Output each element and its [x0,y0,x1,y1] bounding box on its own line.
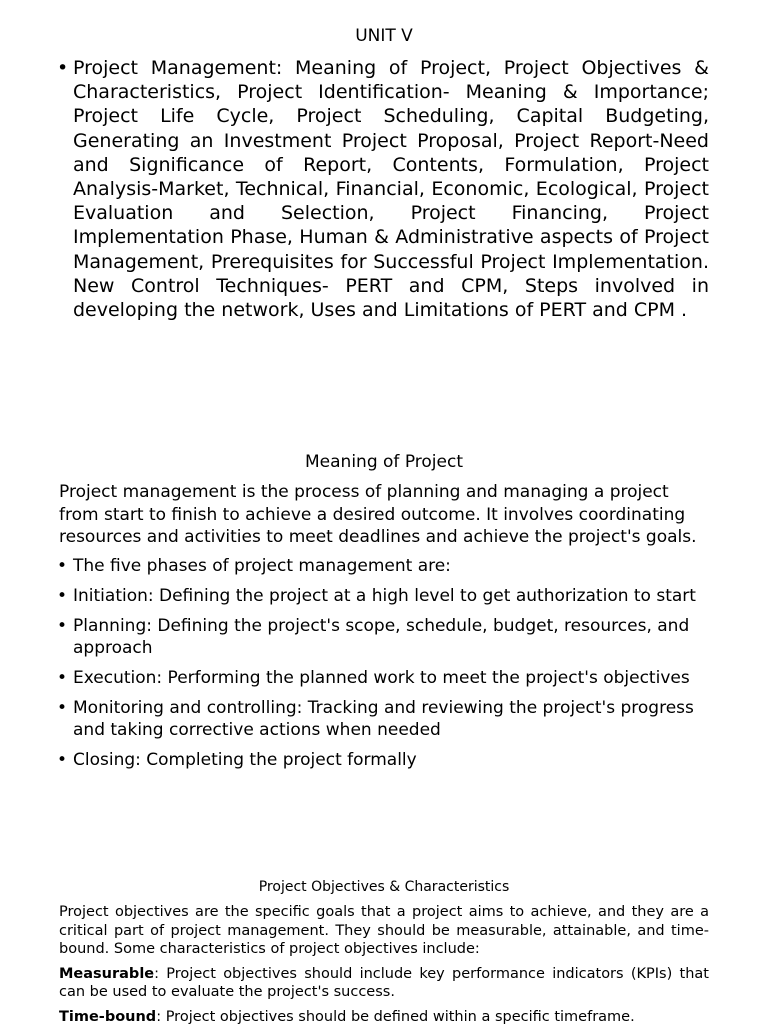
list-item [0,697,768,741]
slide-title: UNIT V [355,26,413,46]
list-item [0,615,768,659]
list-item [0,56,768,322]
bullet-icon: • [57,555,68,576]
list-item [0,749,768,771]
definition-measurable [59,965,709,1002]
bullet-icon: • [57,57,69,79]
bullet-list [0,555,768,771]
bullet-icon: • [57,615,68,636]
bullet-text: Project Management: Meaning of Project, Project Objectives & Characteristics, Project Identification- Meaning & Importance; Project Life Cycle, Project Scheduling, Capital Budgeting, Generating an Investment Project Proposal, Project Report-Need and Significance of Report, Contents, Formulation, Project Analysis-Market, Technical, Financial, Economic, Ecological, Project Evaluation and Selection, Project Financing, Project Implementation Phase, Human & Administrative aspects of Project Management, Prerequisites for Successful Project Implementation. New Control Techniques- PERT and CPM, Steps involved in developing the network, Uses and Limitations of PERT and CPM . [73,57,709,322]
list-item [0,555,768,577]
slide-project-objectives [0,866,768,1024]
term-label: Time-bound [59,1008,157,1025]
slide-title: Meaning of Project [305,452,463,472]
bullet-text: The five phases of project management are: [73,555,451,576]
bullet-text: Execution: Performing the planned work to meet the project's objectives [73,667,690,688]
term-description: : Project objectives should include key performance indicators (KPIs) that can be used to evaluate the project's success. [59,965,709,1001]
slide-meaning-of-project [0,440,768,800]
bullet-text: Initiation: Defining the project at a high level to get authorization to start [73,585,696,606]
intro-paragraph: Project management is the process of planning and managing a project from start to finish to achieve a desired outcome. It involves coordinating resources and activities to meet deadlines and achieve the project's goals. [59,482,697,547]
bullet-icon: • [57,667,68,688]
intro-paragraph: Project objectives are the specific goals that a project aims to achieve, and they are a critical part of project management. They should be measurable, attainable, and time-bound. Some characteristics of project objectives include: [59,904,709,958]
bullet-icon: • [57,697,68,718]
bullet-icon: • [57,749,68,770]
bullet-text: Monitoring and controlling: Tracking and reviewing the project's progress and taking corrective actions when needed [73,697,694,740]
bullet-text: Planning: Defining the project's scope, schedule, budget, resources, and approach [73,615,690,658]
bullet-list [0,56,768,322]
slide-unit-v [0,0,768,400]
list-item [0,667,768,689]
slide-title: Project Objectives & Characteristics [258,879,510,895]
bullet-icon: • [57,585,68,606]
bullet-text: Closing: Completing the project formally [73,749,417,770]
term-label: Measurable [59,965,155,982]
term-description: : Project objectives should be defined within a specific timeframe. [156,1008,635,1025]
list-item [0,585,768,607]
